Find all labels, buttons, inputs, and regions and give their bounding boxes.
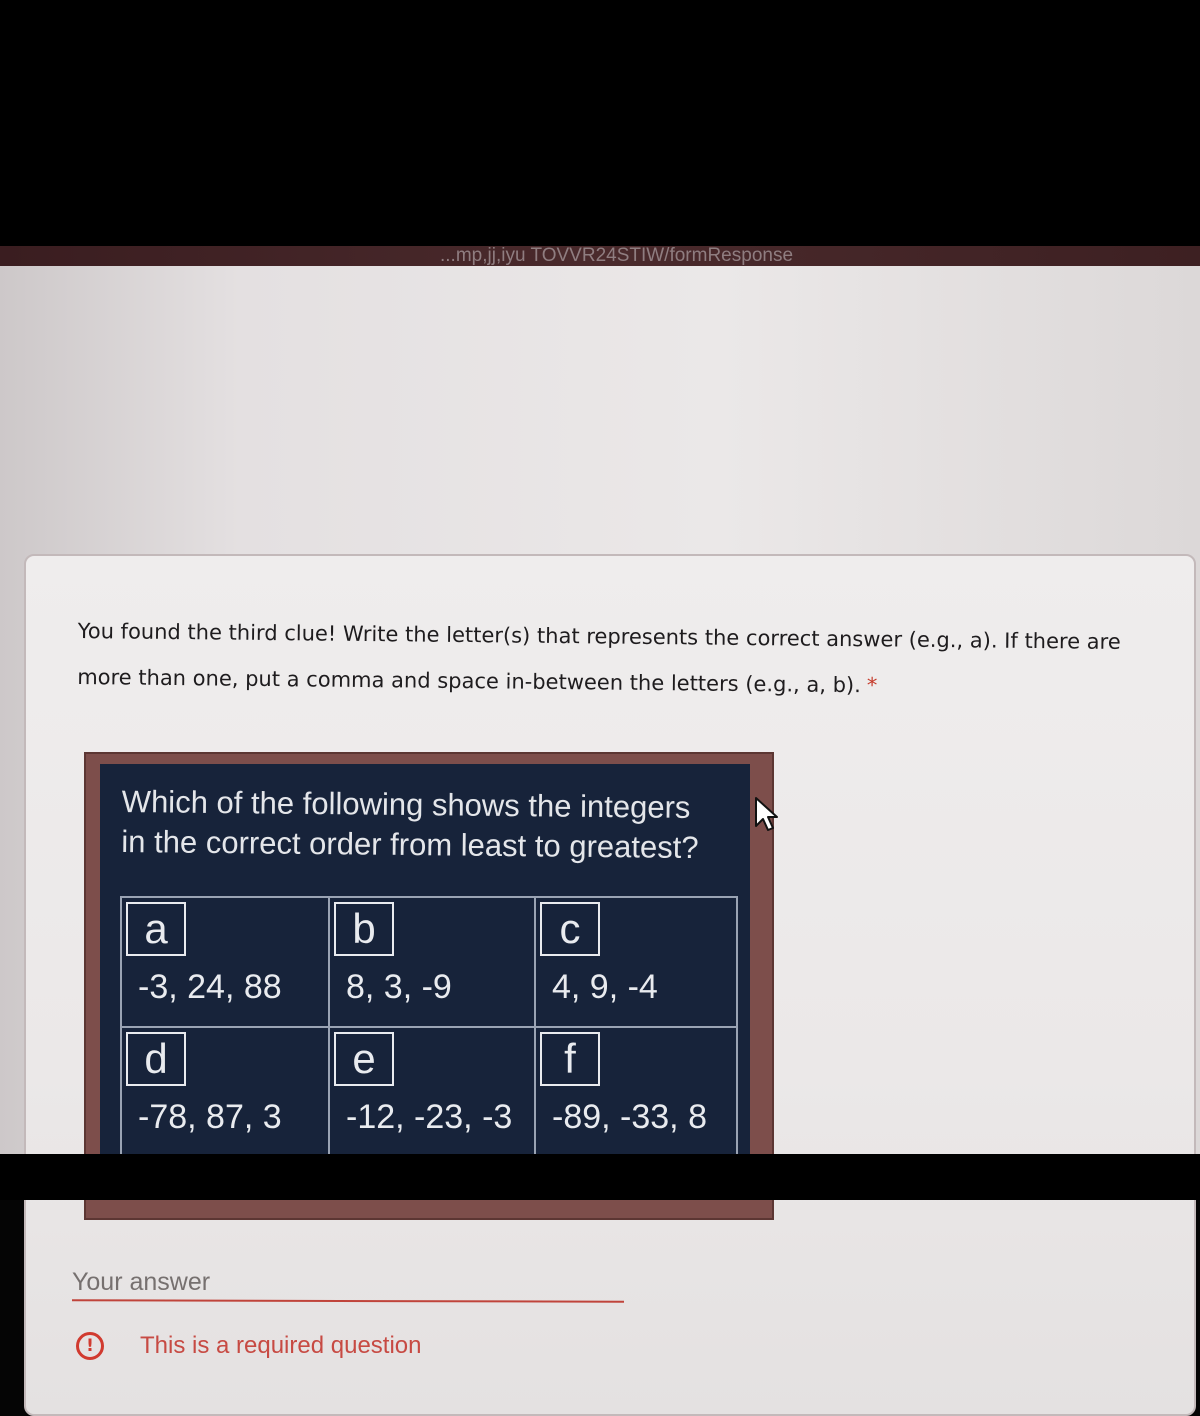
option-values: -12, -23, -3 [346,1098,513,1136]
question-label: You found the third clue! Write the letter(s) that represents the correct answer (e.g., a). If there are more than one, put a comma and space in-between the letters (e.g., a, b). [77,618,1121,698]
option-values: -3, 24, 88 [138,968,282,1006]
option-letter: a [126,902,186,956]
option-d [121,1027,329,1157]
error-icon: ! [76,1332,104,1360]
option-b [329,897,535,1027]
option-c [535,897,737,1027]
chalkboard-surface [100,764,750,1194]
photo-black-bottom [0,1154,1200,1200]
option-values: -89, -33, 8 [552,1098,707,1136]
option-letter: e [334,1032,394,1086]
page-background [0,266,1200,1359]
chalkboard-prompt [121,782,732,868]
chalkboard-image [84,752,774,1220]
photo-black-top [0,0,1200,252]
url-text: ...mp,jj,iyu TOVVR24STIW/formResponse [440,246,794,266]
option-values: 4, 9, -4 [552,968,658,1006]
error-message: This is a required question [140,1332,422,1359]
options-grid [120,896,738,1158]
required-error [76,1332,421,1360]
mouse-cursor-icon [754,796,780,832]
option-letter: f [540,1032,600,1086]
option-letter: d [126,1032,186,1086]
prompt-line-2: in the correct order from least to greatest? [121,823,699,866]
question-card [24,554,1196,1416]
option-letter: b [334,902,394,956]
option-values: -78, 87, 3 [138,1098,282,1136]
browser-address-bar[interactable] [0,246,1200,268]
question-text [77,608,1138,711]
prompt-line-1: Which of the following shows the integers [121,783,691,825]
option-e [329,1027,535,1157]
answer-input-underline [72,1299,624,1302]
answer-input[interactable]: Your answer [72,1268,211,1296]
option-a [121,897,329,1027]
required-asterisk: * [866,673,878,698]
option-values: 8, 3, -9 [346,968,452,1006]
option-letter: c [540,902,600,956]
option-f [535,1027,737,1157]
